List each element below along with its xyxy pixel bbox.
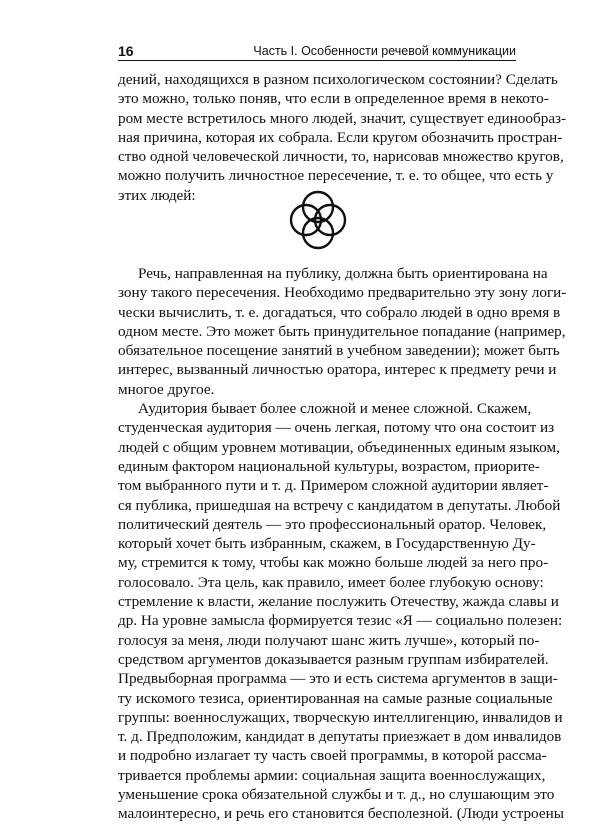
text-line: др. На уровне замысла формируется тезис «Я — социально полезен: xyxy=(118,612,563,630)
paragraph-1 xyxy=(118,70,567,205)
text-line: единым фактором национальной культуры, возрастом, приорите- xyxy=(118,457,540,475)
text-line: стремление к власти, желание послужить Отечеству, жажда славы и xyxy=(118,593,559,611)
text-line: обязательное посещение занятий в учебном заведении); может быть xyxy=(118,342,560,360)
text-line: чески вычислить, т. е. догадаться, что собрало людей в одно время в xyxy=(118,303,561,321)
page-header xyxy=(118,42,516,61)
text-line: ром месте встретилось много людей, значит, существует единообраз- xyxy=(118,109,567,127)
overlapping-circles-icon xyxy=(286,188,350,252)
text-line: му, стремится к тому, чтобы как можно больше людей за него про- xyxy=(118,554,549,572)
text-line: том выбранного пути и т. д. Примером сложной аудитории являет- xyxy=(118,477,549,495)
circle-right xyxy=(315,205,345,235)
paragraph-2 xyxy=(118,264,567,399)
text-line: малоинтересно, и речь его становится бесполезной. (Люди устроены xyxy=(118,805,564,823)
text-line: уменьшение срока обязательной службы и т. д., но слушающим это xyxy=(118,786,555,804)
text-block-top xyxy=(118,70,567,205)
text-line: тривается проблемы армии: социальная защита военнослужащих, xyxy=(118,766,546,784)
text-line: этих людей: xyxy=(118,186,196,204)
text-line: интерес, вызванный личностью оратора, интерес к предмету речи и xyxy=(118,361,557,379)
page-number: 16 xyxy=(118,43,134,59)
text-line: дений, находящихся в разном психологическом состоянии? Сделать xyxy=(118,71,558,88)
text-line: т. д. Предположим, кандидат в депутаты приезжает в дом инвалидов xyxy=(118,728,562,746)
text-line: политический деятель — это профессиональный оратор. Человек, xyxy=(118,515,547,533)
text-line: можно получить личностное пересечение, т. е. то общее, что есть у xyxy=(118,167,554,185)
text-line: Аудитория бывает более сложной и менее сложной. Скажем, xyxy=(138,400,532,418)
paragraph-3 xyxy=(118,399,564,824)
text-line: голосуя за меня, люди получают шанс жить лучше», который по- xyxy=(118,631,540,649)
text-line: ся публика, пришедшая на встречу с кандидатом в депутаты. Любой xyxy=(118,496,561,514)
text-line: людей с общим уровнем мотивации, объединенных единым языком, xyxy=(118,438,560,456)
text-line: зону такого пересечения. Необходимо предварительно эту зону логи- xyxy=(118,284,567,302)
text-line: ту искомого тезиса, ориентированная на самые разные социальные xyxy=(118,689,553,707)
text-line: группы: военнослужащих, творческую интеллигенцию, инвалидов и xyxy=(118,708,563,726)
text-line: и подробно излагает ту часть своей программы, в которой рассма- xyxy=(118,747,547,765)
text-line: Предвыборная программа — это и есть система аргументов в защи- xyxy=(118,670,558,688)
text-line: это можно, только поняв, что если в определенное время в некото- xyxy=(118,90,549,108)
text-line: голосовало. Эта цель, как правило, имеет более глубокую основу: xyxy=(118,573,544,591)
text-line: ство одной человеческой личности, то, нарисовав множество кругов, xyxy=(118,148,564,166)
text-line: который хочет быть избранным, скажем, в Государственную Ду- xyxy=(118,535,536,553)
text-line: ная причина, которая их собрала. Если кругом обозначить простран- xyxy=(118,128,563,146)
running-title: Часть I. Особенности речевой коммуникации xyxy=(253,44,516,58)
text-line: средством аргументов доказывается разным группам избирателей. xyxy=(118,650,549,668)
circle-left xyxy=(291,205,321,235)
text-line: студенческая аудитория — очень легкая, потому что она состоит из xyxy=(118,419,555,437)
text-line: Речь, направленная на публику, должна быть ориентирована на xyxy=(138,265,548,282)
text-block-bottom xyxy=(118,264,567,824)
text-line: многое другое. xyxy=(118,380,215,398)
text-line: одном месте. Это может быть принудительное попадание (например, xyxy=(118,322,566,340)
